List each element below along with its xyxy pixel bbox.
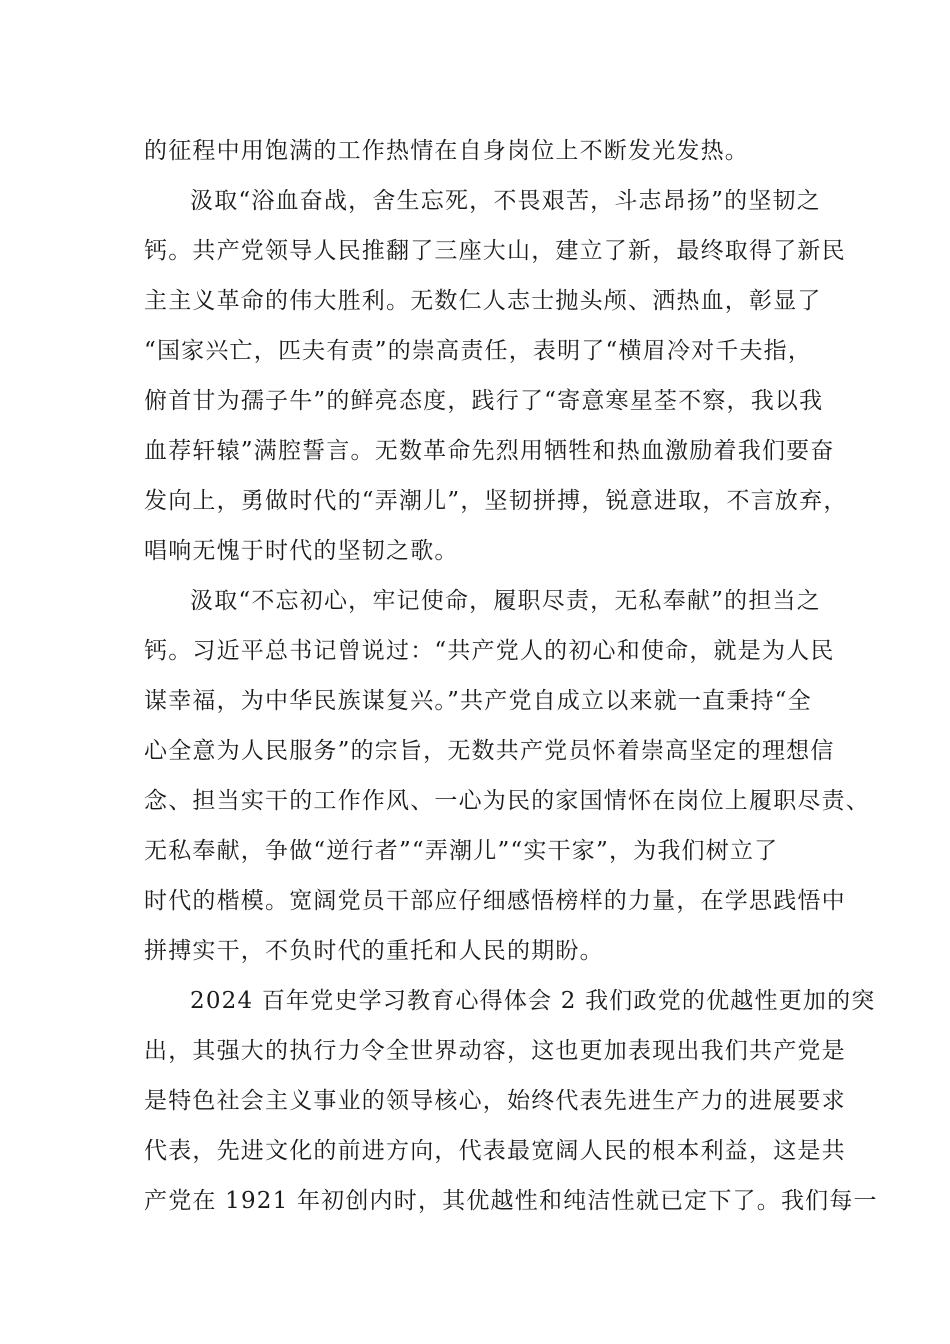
paragraph-first-line: 2024 百年党史学习教育心得体会 2 我们政党的优越性更加的突 — [190, 988, 876, 1014]
text-line: 念、担当实干的工作作风、一心为民的家国情怀在岗位上履职尽责、 — [144, 788, 870, 814]
text-line: 血荐轩辕”满腔誓言。无数革命先烈用牺牲和热血激励着我们要奋 — [144, 438, 835, 464]
text-line: 无私奉献，争做“逆行者”“弄潮儿”“实干家”，为我们树立了 — [144, 838, 779, 864]
text-line: 钙。习近平总书记曾说过：“共产党人的初心和使命，就是为人民 — [144, 638, 835, 664]
text-line: 钙。共产党领导人民推翻了三座大山，建立了新，最终取得了新民 — [144, 238, 846, 264]
paragraph-first-line: 汲取“浴血奋战，舍生忘死，不畏艰苦，斗志昂扬”的坚韧之 — [190, 188, 821, 214]
text-line: 是特色社会主义事业的领导核心，始终代表先进生产力的进展要求 — [144, 1088, 846, 1114]
text-line: 的征程中用饱满的工作热情在自身岗位上不断发光发热。 — [144, 138, 749, 164]
text-line: 发向上，勇做时代的“弄潮儿”，坚韧拼搏，锐意进取，不言放弃， — [144, 488, 848, 514]
text-line: 唱响无愧于时代的坚韧之歌。 — [144, 538, 459, 564]
text-line: 代表，先进文化的前进方向，代表最宽阔人民的根本利益，这是共 — [144, 1138, 846, 1164]
text-line: 谋幸福，为中华民族谋复兴。”共产党自成立以来就一直秉持“全 — [144, 688, 812, 714]
text-line: 拼搏实干，不负时代的重托和人民的期盼。 — [144, 938, 604, 964]
text-line: “国家兴亡，匹夫有责”的崇高责任，表明了“横眉冷对千夫指， — [144, 338, 813, 364]
text-line: 俯首甘为孺子牛”的鲜亮态度，践行了“寄意寒星荃不察，我以我 — [144, 388, 824, 414]
text-line: 时代的楷模。宽阔党员干部应仔细感悟榜样的力量，在学思践悟中 — [144, 888, 846, 914]
paragraph-first-line: 汲取“不忘初心，牢记使命，履职尽责，无私奉献”的担当之 — [190, 588, 821, 614]
text-line: 产党在 1921 年初创内时，其优越性和纯洁性就已定下了。我们每一 — [144, 1188, 878, 1214]
text-line: 心全意为人民服务”的宗旨，无数共产党员怀着崇高坚定的理想信 — [144, 738, 835, 764]
text-line: 主主义革命的伟大胜利。无数仁人志士抛头颅、洒热血，彰显了 — [144, 288, 822, 314]
text-line: 出，其强大的执行力令全世界动容，这也更加表现出我们共产党是 — [144, 1038, 846, 1064]
